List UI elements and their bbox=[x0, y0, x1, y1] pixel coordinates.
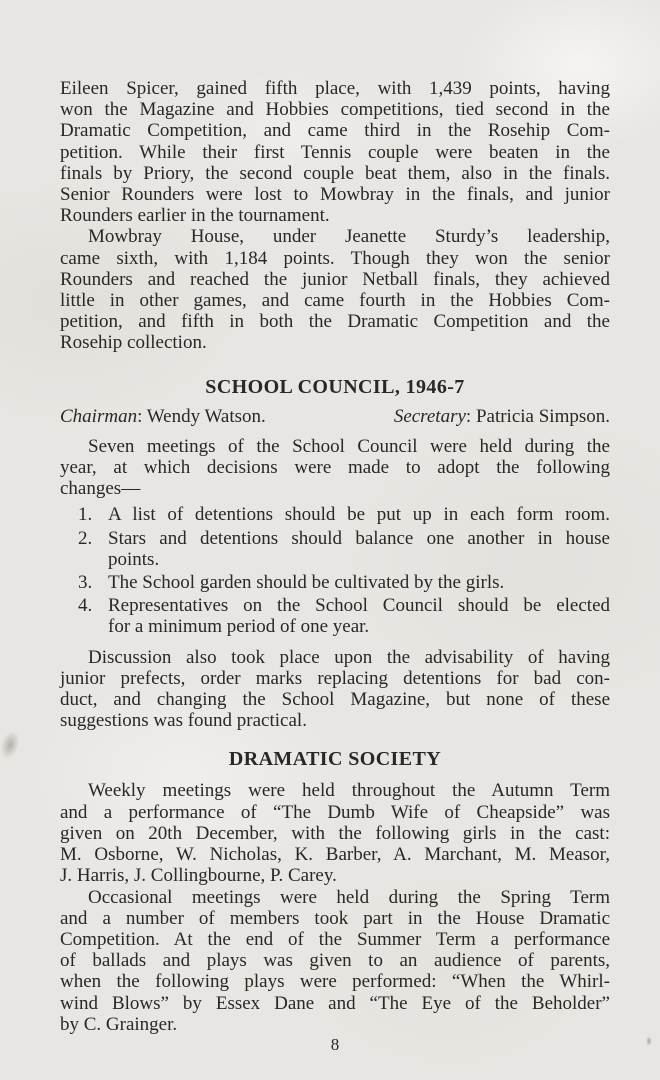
text-line: and a number of members took part in the House Dramatic bbox=[60, 907, 610, 929]
text-line: petition, and fifth in both the Dramatic Competition and the bbox=[60, 311, 610, 333]
ink-smudge bbox=[0, 728, 23, 762]
list-item-number: 1. bbox=[78, 504, 93, 526]
text-line: Mowbray House, under Jeanette Sturdy’s leadership, bbox=[88, 226, 610, 248]
text-line: Occasional meetings were held during the Spring Term bbox=[88, 886, 610, 908]
chairman-entry bbox=[60, 406, 266, 427]
text-line: Rounders earlier in the tournament. bbox=[60, 205, 330, 227]
text-line: and a performance of “The Dumb Wife of Cheapside” was bbox=[60, 801, 610, 823]
list-item bbox=[60, 528, 610, 570]
paragraph-dramatic-autumn bbox=[60, 780, 610, 886]
text-line: J. Harris, J. Collingbourne, P. Carey. bbox=[60, 865, 337, 887]
text-line: of ballads and plays was given to an audience of parents, bbox=[60, 950, 610, 972]
text-line: duct, and changing the School Magazine, but none of these bbox=[60, 689, 610, 711]
text-line: wind Blows” by Essex Dane and “The Eye of the Beholder” bbox=[60, 992, 610, 1014]
paragraph-dramatic-spring bbox=[60, 887, 610, 1035]
text-line: Weekly meetings were held throughout the Autumn Term bbox=[88, 780, 610, 802]
list-item bbox=[60, 504, 610, 525]
chairman-label: Chairman bbox=[60, 405, 138, 427]
paragraph-council-intro bbox=[60, 436, 610, 500]
list-item-number: 3. bbox=[78, 572, 93, 594]
text-line: M. Osborne, W. Nicholas, K. Barber, A. Marchant, M. Measor, bbox=[60, 844, 610, 866]
text-line: Eileen Spicer, gained fifth place, with 1,439 points, having bbox=[60, 78, 610, 99]
text-line: given on 20th December, with the following girls in the cast: bbox=[60, 822, 610, 844]
text-line: A list of detentions should be put up in each form room. bbox=[108, 504, 610, 526]
page-content bbox=[60, 78, 610, 1055]
secretary-entry bbox=[394, 406, 610, 427]
list-item-text bbox=[108, 595, 610, 637]
list-item-number: 4. bbox=[78, 595, 93, 617]
list-item bbox=[60, 572, 610, 593]
text-line: for a minimum period of one year. bbox=[108, 616, 370, 638]
secretary-name: : Patricia Simpson. bbox=[465, 405, 610, 427]
text-line: Seven meetings of the School Council were held during the bbox=[88, 435, 610, 457]
text-line: junior prefects, order marks replacing detentions for bad con- bbox=[60, 667, 610, 689]
text-line: Rounders and reached the junior Netball finals, they achieved bbox=[60, 268, 610, 290]
chairman-name: : Wendy Watson. bbox=[137, 405, 266, 427]
resolutions-list bbox=[60, 504, 610, 637]
text-line: points. bbox=[108, 548, 160, 570]
page-number: 8 bbox=[330, 1034, 340, 1054]
list-item bbox=[60, 595, 610, 637]
text-line: year, at which decisions were made to adopt the following bbox=[60, 457, 610, 479]
text-line: by C. Grainger. bbox=[60, 1013, 178, 1035]
text-line: Rosehip collection. bbox=[60, 332, 207, 354]
list-item-number: 2. bbox=[78, 527, 93, 549]
paper-speck bbox=[646, 1036, 652, 1046]
officers-line bbox=[60, 406, 610, 427]
text-line: won the Magazine and Hobbies competitions, tied second in the bbox=[60, 99, 610, 121]
text-line: petition. While their first Tennis couple were beaten in the bbox=[60, 141, 610, 163]
list-item-text bbox=[108, 504, 610, 525]
list-item-text bbox=[108, 572, 610, 593]
paragraph-mowbray-house bbox=[60, 226, 610, 353]
text-line: Competition. At the end of the Summer Term a performance bbox=[60, 928, 610, 950]
text-line: changes— bbox=[60, 478, 141, 500]
text-line: Stars and detentions should balance one another in house bbox=[108, 527, 610, 549]
secretary-label: Secretary bbox=[393, 405, 466, 427]
text-line: came sixth, with 1,184 points. Though they won the senior bbox=[60, 247, 610, 269]
text-line: when the following plays were performed: “When the Whirl- bbox=[60, 971, 610, 993]
text-line: Senior Rounders were lost to Mowbray in the finals, and junior bbox=[60, 184, 610, 206]
text-line: suggestions was found practical. bbox=[60, 710, 307, 732]
paragraph-spicer-house bbox=[60, 78, 610, 226]
text-line: Discussion also took place upon the advisability of having bbox=[88, 646, 610, 668]
text-line: Representatives on the School Council should be elected bbox=[108, 595, 610, 617]
list-item-text bbox=[108, 528, 610, 570]
text-line: little in other games, and came fourth in the Hobbies Com- bbox=[60, 290, 610, 312]
section-heading-school-council: SCHOOL COUNCIL, 1946-7 bbox=[205, 375, 465, 398]
paragraph-council-outro bbox=[60, 647, 610, 732]
text-line: finals by Priory, the second couple beat them, also in the finals. bbox=[60, 162, 610, 184]
text-line: The School garden should be cultivated by the girls. bbox=[108, 572, 505, 594]
text-line: Dramatic Competition, and came third in the Rosehip Com- bbox=[60, 120, 610, 142]
section-heading-dramatic-society: DRAMATIC SOCIETY bbox=[228, 748, 442, 771]
